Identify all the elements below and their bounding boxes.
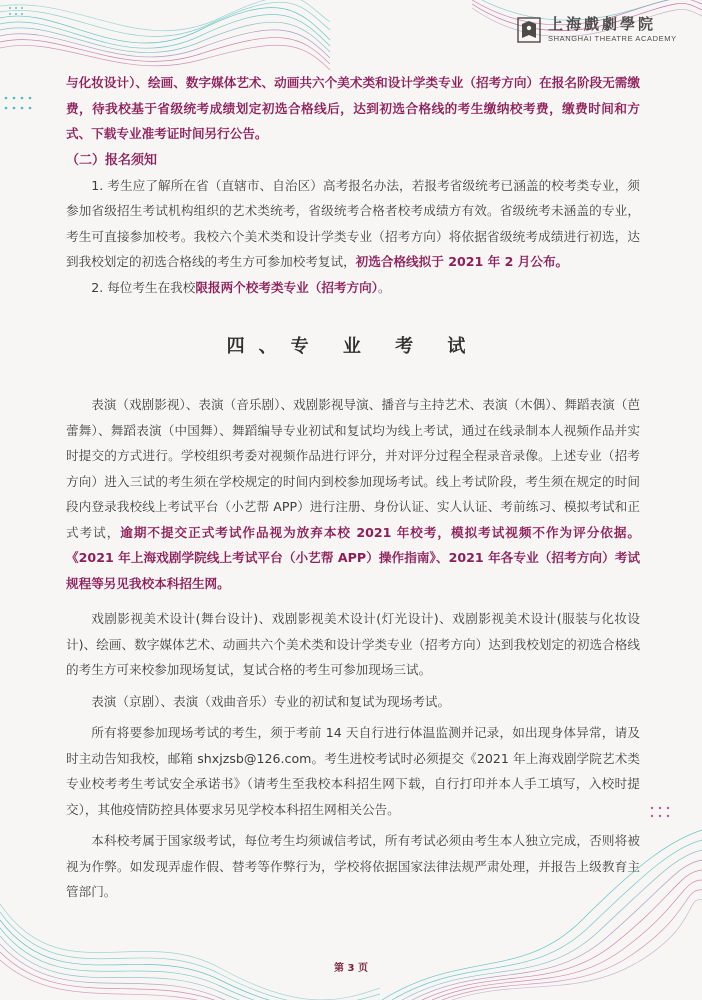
academy-emblem-icon: [516, 16, 542, 44]
paragraph-registration-rule-2: [66, 275, 640, 301]
page-number: 第 3 页: [334, 963, 368, 974]
section-title-professional-exam: 四、专 业 考 试: [226, 336, 480, 357]
paragraph-art-design-majors: 戏剧影视美术设计(舞台设计)、戏剧影视美术设计(灯光设计)、戏剧影视美术设计(服装与化妆设计)、绘画、数字媒体艺术、动画共六个美术类和设计学类专业（招考方向）达到我校划定的初选合格线的考生方可来校参加现场复试，复试合格的考生可参加现场三试。: [66, 611, 640, 677]
document-body: [66, 70, 640, 905]
academy-logo: [516, 10, 686, 50]
paragraph-fee-notice: 与化妆设计）、绘画、数字媒体艺术、动画共六个美术类和设计学类专业（招考方向）在报名阶段无需缴费，待我校基于省级统考成绩划定初选合格线后，达到初选合格线的考生缴纳校考费，缴费时间和方式、下载专业准考证时间另行公告。: [66, 75, 640, 141]
academy-name-en: SHANGHAI THEATRE ACADEMY: [548, 34, 677, 44]
paragraph-registration-rule-1: [66, 173, 640, 275]
rule-1-highlight: 初选合格线拟于 2021 年 2 月公布。: [355, 254, 569, 269]
top-left-wave-decoration: [0, 0, 330, 80]
paragraph-online-exam: [66, 392, 640, 596]
academy-name-cn: 上海戲劇學院: [548, 15, 657, 34]
rule-2-text: 2. 每位考生在我校: [91, 279, 196, 295]
paragraph-onsite-exam-requirements: 所有将要参加现场考试的考生，须于考前 14 天自行进行体温监测并记录，如出现身体异常，请及时主动告知我校，邮箱 shxjzsb@126.com。考生进校考试时必须提交《2021 年上海戏剧学院艺术类专业校考考生考试安全承诺书》（请考生至我校本科招生网下载，自行打印并本人手工填写，入校时提交），其他疫情防控具体要求另见学校本科招生网相关公告。: [66, 725, 640, 817]
paragraph-opera-majors: 表演（京剧）、表演（戏曲音乐）专业的初试和复试为现场考试。: [91, 693, 451, 709]
left-dot-decoration: [0, 92, 40, 132]
online-exam-text: 表演（戏剧影视）、表演（音乐剧）、戏剧影视导演、播音与主持艺术、表演（木偶）、舞蹈表演（芭蕾舞）、舞蹈表演（中国舞）、舞蹈编导专业初试和复试均为线上考试，通过在线录制本人视频作品并实时提交的方式进行。学校组织考委对视频作品进行评分，并对评分过程全程录音录像。上述专业（招考方向）进入三试的考生须在学校规定的时间内到校参加现场考试。线上考试阶段，考生须在规定的时间段内登录我校线上考试平台（小艺帮 APP）进行注册、身份认证、实人认证、考前练习、模拟考试和正式考试，: [66, 397, 640, 540]
online-exam-highlight: 逾期不提交正式考试作品视为放弃本校 2021 年校考，模拟考试视频不作为评分依据。《2021 年上海戏剧学院线上考试平台（小艺帮 APP）操作指南》、2021 年各专业（招考方向）考试规程等另见我校本科招生网。: [66, 524, 640, 591]
subheading-registration-notes: （二）报名须知: [66, 152, 158, 168]
paragraph-exam-integrity: 本科校考属于国家级考试，每位考生均须诚信考试，所有考试必须由考生本人独立完成，否则将被视为作弊。如发现弄虚作假、替考等作弊行为，学校将依据国家法律法规严肃处理，并报告上级教育主管部门。: [66, 833, 640, 899]
rule-1-text: 1. 考生应了解所在省（直辖市、自治区）高考报名办法，若报考省级统考已涵盖的校考类专业，须参加省级招生考试机构组织的艺术类统考，省级统考合格者校考成绩方有效。省级统考未涵盖的专业，考生可直接参加校考。我校六个美术类和设计学类专业（招考方向）将依据省级统考成绩进行初选，达到我校划定的初选合格线的考生方可参加校考复试，: [66, 177, 640, 269]
rule-2-end: 。: [377, 279, 391, 295]
rule-2-highlight: 限报两个校考类专业（招考方向）: [195, 279, 378, 295]
